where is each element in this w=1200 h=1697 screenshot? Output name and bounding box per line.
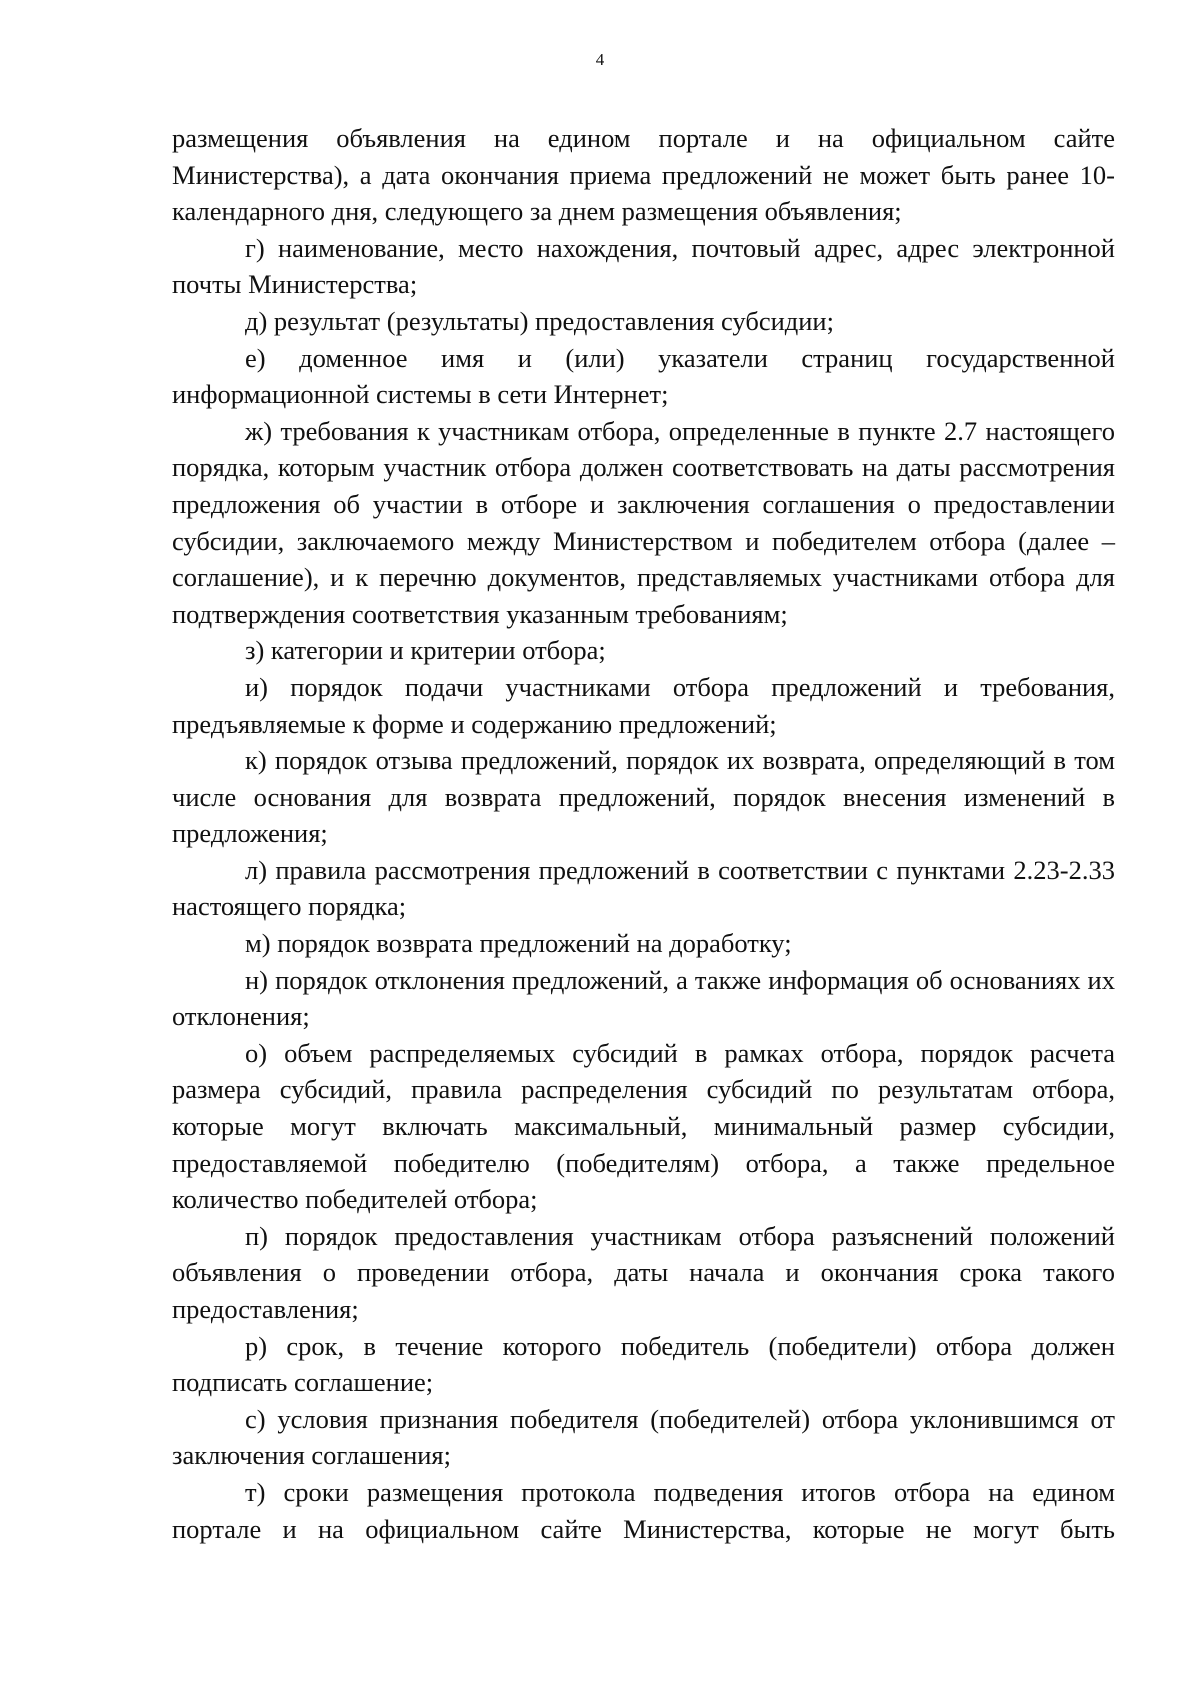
list-item-z: з) категории и критерии отбора; xyxy=(245,635,606,666)
list-item-l: л) правила рассмотрения предложений в соответствии с пунктами 2.23-2.33 настоящего порядка; xyxy=(172,854,1115,922)
document-body xyxy=(172,120,1115,1547)
list-item-i: и) порядок подачи участниками отбора предложений и требования, предъявляемые к форме и содержанию предложений; xyxy=(172,671,1115,739)
list-item-o: о) объем распределяемых субсидий в рамках отбора, порядок расчета размера субсидий, правила распределения субсидий по результатам отбора, которые могут включать максимальный, минимальный размер субсидии, предоставляемой победителю (победителям) отбора, а также предельное количество победителей отбора; xyxy=(172,1037,1115,1215)
list-item-g: г) наименование, место нахождения, почтовый адрес, адрес электронной почты Министерства; xyxy=(172,232,1115,300)
list-item-t: т) сроки размещения протокола подведения итогов отбора на едином портале и на официальном сайте Министерства, которые не могут быть xyxy=(172,1476,1115,1544)
list-item-n: н) порядок отклонения предложений, а также информация об основаниях их отклонения; xyxy=(172,964,1115,1032)
list-item-s: с) условия признания победителя (победителей) отбора уклонившимся от заключения соглашения; xyxy=(172,1403,1115,1471)
list-item-k: к) порядок отзыва предложений, порядок их возврата, определяющий в том числе основания для возврата предложений, порядок внесения изменений в предложения; xyxy=(172,745,1115,849)
page-number: 4 xyxy=(595,50,605,69)
list-item-p: п) порядок предоставления участникам отбора разъяснений положений объявления о проведении отбора, даты начала и окончания срока такого предоставления; xyxy=(172,1220,1115,1324)
list-item-r: р) срок, в течение которого победитель (победители) отбора должен подписать соглашение; xyxy=(172,1330,1115,1398)
list-item-d: д) результат (результаты) предоставления субсидии; xyxy=(245,305,834,336)
list-item-e: е) доменное имя и (или) указатели страниц государственной информационной системы в сети Интернет; xyxy=(172,342,1115,410)
list-item-m: м) порядок возврата предложений на доработку; xyxy=(245,928,792,959)
list-item-zh: ж) требования к участникам отбора, определенные в пункте 2.7 настоящего порядка, которым участник отбора должен соответствовать на даты рассмотрения предложения об участии в отборе и заключения соглашения о предоставлении субсидии, заключаемого между Министерством и победителем отбора (далее – соглашение), и к перечню документов, представляемых участниками отбора для подтверждения соответствия указанным требованиям; xyxy=(172,415,1115,629)
paragraph-continuation: размещения объявления на едином портале и на официальном сайте Министерства), а дата окончания приема предложений не может быть ранее 10- календарного дня, следующего за днем размещения объявления; xyxy=(172,123,1115,227)
